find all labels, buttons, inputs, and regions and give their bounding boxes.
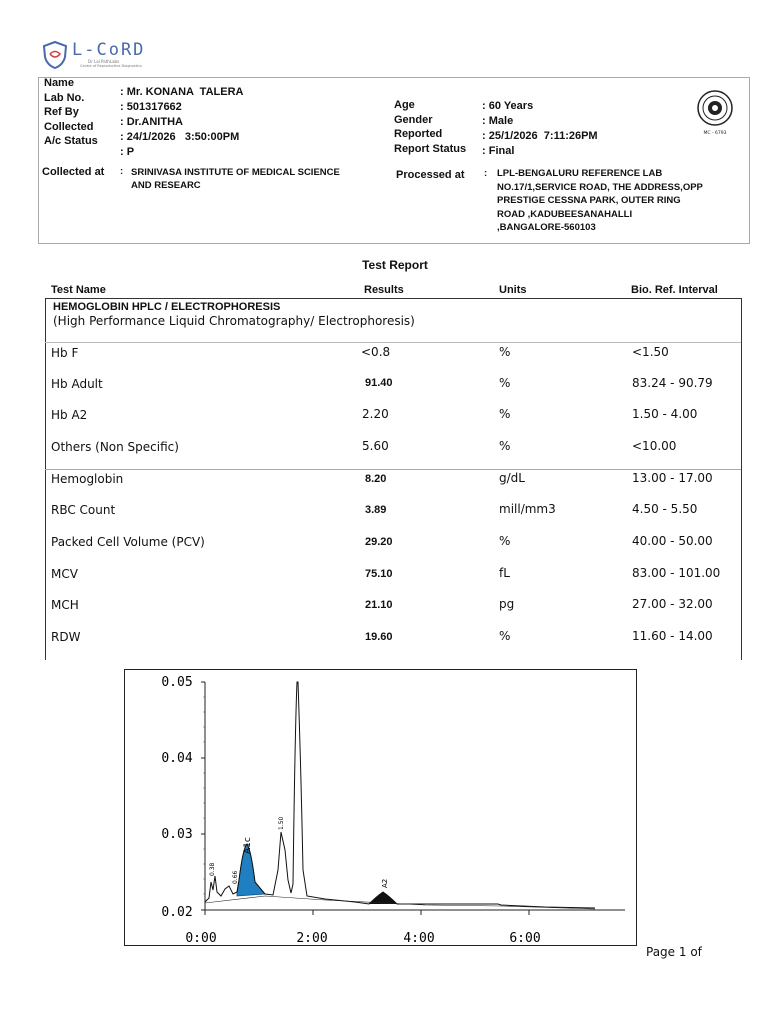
row-result: <0.8 (361, 345, 391, 359)
reported-label: Reported (394, 128, 443, 140)
row-ref: 40.00 - 50.00 (632, 534, 713, 548)
row-name: Hb Adult (51, 377, 103, 391)
row-unit: % (499, 345, 511, 359)
age-label: Age (394, 99, 415, 111)
collected-value: 24/1/2026 3:50:00PM (126, 131, 240, 143)
logo-name: L-CoRD (72, 40, 146, 60)
row-result: 21.10 (365, 599, 393, 611)
logo-tag: Dr Lal PathLabs (88, 59, 120, 64)
row-ref: 13.00 - 17.00 (632, 471, 713, 485)
collected-at-line-2: AND RESEARC (131, 180, 201, 191)
peak-label: 0.66 (232, 870, 239, 884)
row-name: MCV (51, 567, 78, 581)
row-ref: 83.00 - 101.00 (632, 566, 721, 580)
logo-subtitle: Centre of Reproductive Diagnostics (80, 64, 142, 68)
row-name: MCH (51, 598, 79, 612)
row-ref: 11.60 - 14.00 (632, 629, 713, 643)
lab-no-label: Lab No. (44, 91, 85, 104)
collected-at-colon: : (120, 166, 124, 177)
row-ref: <1.50 (632, 345, 669, 359)
row-unit: g/dL (499, 471, 525, 485)
patient-values: : Mr. KONANA TALERA : 501317662 : Dr.ANITHA : 24/1/2026 3:50:00PM : P (120, 86, 244, 158)
processed-at-line-5: ,BANGALORE-560103 (497, 222, 596, 233)
row-result: 19.60 (365, 631, 393, 643)
row-unit: % (499, 376, 511, 390)
collected-label: Collected (44, 120, 94, 133)
y-tick-label: 0.05 (161, 675, 193, 690)
reported-value: 25/1/2026 7:11:26PM (488, 130, 598, 142)
column-units: Units (499, 284, 527, 296)
y-tick-label: 0.04 (161, 751, 193, 766)
row-result: 29.20 (365, 536, 393, 548)
row-unit: % (499, 439, 511, 453)
row-ref: 4.50 - 5.50 (632, 502, 698, 516)
row-name: Hemoglobin (51, 472, 124, 486)
report-title: Test Report (362, 258, 428, 272)
section-divider-top (45, 342, 741, 343)
y-tick-label: 0.03 (161, 827, 193, 842)
row-result: 2.20 (362, 407, 389, 421)
table-right-rule (741, 298, 742, 660)
processed-at-value (497, 167, 703, 235)
processed-at-line-2: NO.17/1,SERVICE ROAD, THE ADDRESS,OPP (497, 181, 703, 193)
ac-status-label: A/c Status (44, 135, 98, 147)
right-values: : 60 Years : Male : 25/1/2026 7:11:26PM : Final (482, 100, 598, 157)
row-unit: pg (499, 597, 515, 611)
processed-at-line-3: PRESTIGE CESSNA PARK, OUTER RING (497, 195, 681, 206)
collected-at-value (131, 166, 340, 192)
x-tick-label: 2:00 (296, 931, 328, 945)
row-result: 3.89 (365, 504, 387, 516)
x-tick-label: 0:00 (185, 931, 217, 945)
accreditation-seal-icon (694, 89, 736, 137)
chromatogram-image (124, 669, 637, 946)
patient-labels (44, 76, 98, 149)
column-results: Results (364, 284, 404, 296)
row-name: Packed Cell Volume (PCV) (51, 535, 205, 549)
lab-no-value: 501317662 (126, 101, 182, 113)
row-ref: 27.00 - 32.00 (632, 597, 713, 611)
table-left-rule (45, 298, 46, 660)
y-tick-label: 0.02 (161, 905, 193, 920)
x-tick-label: 4:00 (403, 931, 435, 945)
baseline (205, 896, 595, 909)
processed-at-label: Processed at (396, 169, 465, 181)
name-label: Name (44, 77, 74, 89)
peak-label: A1c (243, 837, 253, 854)
seal-text: MC - 6793 (703, 131, 727, 136)
x-tick-label: 6:00 (509, 931, 541, 945)
row-unit: mill/mm3 (499, 502, 556, 516)
age-value: 60 Years (488, 100, 534, 112)
row-result: 5.60 (362, 439, 389, 453)
row-unit: % (499, 534, 511, 548)
processed-at-line-1: LPL-BENGALURU REFERENCE LAB (497, 168, 663, 179)
peak-label: 1.50 (278, 816, 285, 830)
row-result: 91.40 (365, 377, 393, 389)
gender-value: Male (488, 115, 514, 127)
patient-name: Mr. KONANA TALERA (126, 86, 244, 98)
row-name: Hb A2 (51, 408, 88, 422)
ref-by-label: Ref By (44, 106, 79, 118)
section-title: HEMOGLOBIN HPLC / ELECTROPHORESIS (53, 301, 281, 313)
right-labels (394, 98, 466, 156)
row-unit: fL (499, 566, 510, 580)
column-ref-interval: Bio. Ref. Interval (631, 284, 718, 296)
row-unit: % (499, 629, 511, 643)
gender-label: Gender (394, 113, 433, 126)
row-name: RBC Count (51, 503, 116, 517)
collected-at-line-1: SRINIVASA INSTITUTE OF MEDICAL SCIENCE (131, 167, 340, 178)
section-subtitle: (High Performance Liquid Chromatography/ Electrophoresis) (53, 314, 415, 328)
row-name: Others (Non Specific) (51, 440, 179, 454)
shield-logo-icon (40, 40, 70, 70)
row-result: 75.10 (365, 568, 393, 580)
column-test-name: Test Name (51, 284, 106, 296)
section-divider-mid (45, 469, 741, 470)
row-result: 8.20 (365, 473, 387, 485)
row-unit: % (499, 407, 511, 421)
peak-label: A2 (381, 878, 389, 888)
report-status-value: Final (488, 145, 515, 157)
trace-line (205, 682, 595, 908)
ac-status-value: P (126, 146, 135, 158)
row-ref: 1.50 - 4.00 (632, 407, 698, 421)
row-name: Hb F (51, 346, 79, 360)
processed-at-colon: : (484, 168, 488, 179)
page-number: Page 1 of (646, 945, 702, 959)
chromatogram-plot (125, 670, 636, 945)
table-top-rule (45, 298, 741, 299)
lab-logo (40, 40, 150, 70)
collected-at-label: Collected at (42, 166, 105, 178)
row-ref: <10.00 (632, 439, 677, 453)
ref-by-value: Dr.ANITHA (126, 116, 183, 128)
row-name: RDW (51, 630, 81, 644)
report-status-label: Report Status (394, 142, 467, 155)
peak-label: 0.38 (209, 862, 216, 876)
row-ref: 83.24 - 90.79 (632, 376, 713, 390)
processed-at-line-4: ROAD ,KADUBEESANAHALLI (497, 208, 633, 220)
